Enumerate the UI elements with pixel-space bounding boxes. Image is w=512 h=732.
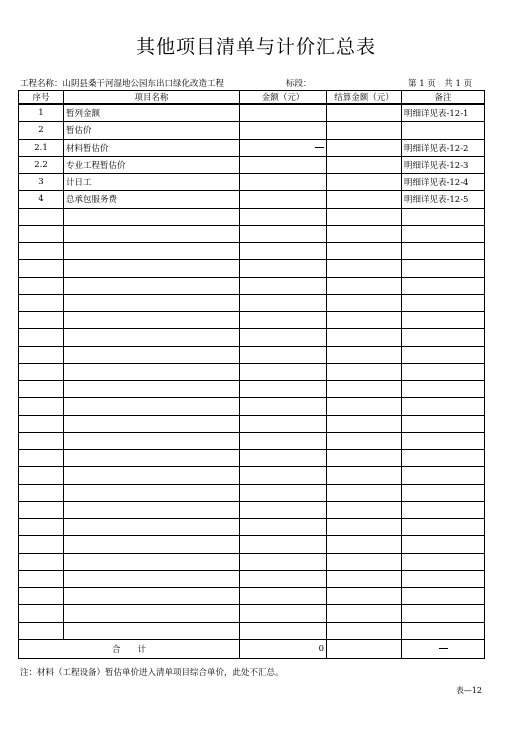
empty-cell: [19, 381, 64, 398]
empty-row: [19, 536, 485, 553]
empty-cell: [64, 243, 240, 260]
total-note: [402, 640, 485, 659]
cell-note: 明细详见表-12-5: [402, 191, 485, 208]
empty-cell: [64, 208, 240, 225]
empty-row: [19, 519, 485, 536]
cell-name: 计日工: [64, 174, 240, 191]
empty-cell: [402, 398, 485, 415]
empty-cell: [64, 467, 240, 484]
empty-cell: [240, 467, 327, 484]
empty-cell: [240, 294, 327, 311]
empty-cell: [327, 398, 402, 415]
cell-amount: [240, 139, 327, 156]
cell-amount: [240, 104, 327, 122]
empty-row: [19, 260, 485, 277]
empty-cell: [327, 519, 402, 536]
empty-row: [19, 570, 485, 587]
empty-cell: [240, 622, 327, 639]
empty-cell: [327, 225, 402, 242]
empty-cell: [64, 450, 240, 467]
empty-cell: [402, 208, 485, 225]
empty-cell: [19, 536, 64, 553]
empty-cell: [19, 329, 64, 346]
empty-cell: [327, 501, 402, 518]
empty-cell: [64, 346, 240, 363]
project-label: 工程名称：: [20, 79, 63, 89]
total-row: [19, 640, 485, 659]
table-row: [19, 174, 485, 191]
empty-cell: [64, 363, 240, 380]
cell-settle: [327, 139, 402, 156]
empty-cell: [64, 398, 240, 415]
cell-name: 材料暂估价: [64, 139, 240, 156]
empty-cell: [402, 450, 485, 467]
empty-cell: [327, 570, 402, 587]
table-row: [19, 122, 485, 139]
empty-cell: [402, 553, 485, 570]
empty-row: [19, 381, 485, 398]
empty-cell: [240, 570, 327, 587]
table-row: [19, 156, 485, 173]
cell-note: 明细详见表-12-2: [402, 139, 485, 156]
footnote: 注：材料（工程设备）暂估单价进入清单项目综合单价，此处不汇总。: [20, 668, 284, 678]
cell-amount: [240, 122, 327, 139]
cell-seq: 2: [19, 122, 64, 139]
cell-settle: [327, 156, 402, 173]
empty-cell: [327, 605, 402, 622]
empty-cell: [19, 243, 64, 260]
empty-row: [19, 553, 485, 570]
empty-cell: [402, 536, 485, 553]
empty-cell: [402, 243, 485, 260]
summary-table: [18, 90, 485, 659]
total-note-dash: [439, 648, 448, 649]
empty-row: [19, 588, 485, 605]
empty-cell: [19, 622, 64, 639]
empty-cell: [327, 243, 402, 260]
empty-cell: [64, 588, 240, 605]
cell-note: 明细详见表-12-3: [402, 156, 485, 173]
empty-cell: [19, 277, 64, 294]
empty-cell: [19, 570, 64, 587]
empty-cell: [240, 329, 327, 346]
project-info: [20, 77, 224, 89]
empty-cell: [402, 484, 485, 501]
table-body: [19, 104, 485, 640]
cell-amount: [240, 156, 327, 173]
empty-cell: [327, 277, 402, 294]
empty-cell: [19, 519, 64, 536]
empty-cell: [64, 501, 240, 518]
empty-cell: [240, 588, 327, 605]
empty-row: [19, 277, 485, 294]
empty-cell: [327, 208, 402, 225]
empty-cell: [240, 225, 327, 242]
empty-cell: [64, 260, 240, 277]
empty-row: [19, 398, 485, 415]
empty-cell: [19, 398, 64, 415]
empty-cell: [327, 467, 402, 484]
empty-row: [19, 329, 485, 346]
empty-row: [19, 294, 485, 311]
empty-row: [19, 243, 485, 260]
empty-cell: [240, 312, 327, 329]
empty-cell: [327, 415, 402, 432]
empty-cell: [64, 484, 240, 501]
empty-cell: [19, 484, 64, 501]
empty-cell: [402, 294, 485, 311]
empty-cell: [402, 329, 485, 346]
empty-cell: [64, 294, 240, 311]
empty-cell: [64, 312, 240, 329]
empty-cell: [327, 381, 402, 398]
empty-cell: [19, 294, 64, 311]
empty-cell: [64, 553, 240, 570]
empty-cell: [240, 450, 327, 467]
empty-cell: [19, 450, 64, 467]
table-row: [19, 104, 485, 122]
column-header-name: 项目名称: [64, 91, 240, 105]
project-name: 山阴县桑干河湿地公园东出口绿化改造工程: [62, 79, 225, 89]
empty-cell: [64, 605, 240, 622]
empty-cell: [327, 312, 402, 329]
empty-cell: [327, 294, 402, 311]
empty-cell: [19, 225, 64, 242]
empty-cell: [19, 346, 64, 363]
empty-row: [19, 622, 485, 639]
empty-cell: [240, 605, 327, 622]
empty-cell: [240, 346, 327, 363]
cell-amount: [240, 174, 327, 191]
empty-cell: [402, 467, 485, 484]
empty-cell: [402, 277, 485, 294]
empty-cell: [402, 622, 485, 639]
empty-row: [19, 467, 485, 484]
empty-cell: [64, 277, 240, 294]
cell-name: 专业工程暂估价: [64, 156, 240, 173]
empty-cell: [64, 329, 240, 346]
empty-cell: [402, 432, 485, 449]
empty-cell: [402, 225, 485, 242]
column-header-note: 备注: [402, 91, 485, 105]
empty-cell: [240, 501, 327, 518]
table-header-row: [19, 91, 485, 105]
empty-row: [19, 312, 485, 329]
column-header-seq: 序号: [19, 91, 64, 105]
page-info: 第 1 页 共 1 页: [408, 79, 473, 89]
cell-seq: 2.1: [19, 139, 64, 156]
empty-cell: [402, 605, 485, 622]
empty-cell: [64, 225, 240, 242]
empty-row: [19, 501, 485, 518]
empty-cell: [240, 208, 327, 225]
empty-cell: [64, 519, 240, 536]
empty-cell: [327, 450, 402, 467]
empty-cell: [240, 363, 327, 380]
empty-cell: [402, 519, 485, 536]
empty-cell: [19, 312, 64, 329]
empty-cell: [19, 260, 64, 277]
empty-cell: [327, 260, 402, 277]
page-title: 其他项目清单与计价汇总表: [135, 36, 376, 58]
empty-cell: [327, 622, 402, 639]
empty-cell: [240, 432, 327, 449]
empty-cell: [19, 432, 64, 449]
cell-name: 暂估价: [64, 122, 240, 139]
cell-note: 明细详见表-12-1: [402, 104, 485, 122]
cell-amount: [240, 191, 327, 208]
empty-cell: [64, 432, 240, 449]
empty-cell: [402, 346, 485, 363]
empty-cell: [402, 363, 485, 380]
empty-row: [19, 450, 485, 467]
empty-cell: [327, 484, 402, 501]
empty-cell: [327, 329, 402, 346]
empty-cell: [240, 484, 327, 501]
empty-cell: [240, 243, 327, 260]
empty-cell: [64, 536, 240, 553]
empty-cell: [240, 277, 327, 294]
empty-cell: [19, 467, 64, 484]
total-label: 合 计: [19, 640, 240, 659]
cell-name: 暂列金额: [64, 104, 240, 122]
section-label: 标段：: [286, 79, 312, 89]
empty-cell: [240, 519, 327, 536]
column-header-amount: 金额（元）: [240, 91, 327, 105]
column-header-settlement: 结算金额（元）: [327, 91, 402, 105]
cell-settle: [327, 122, 402, 139]
cell-seq: 1: [19, 104, 64, 122]
table-row: [19, 191, 485, 208]
table-number: 表—12: [455, 686, 482, 695]
empty-row: [19, 415, 485, 432]
empty-cell: [402, 501, 485, 518]
cell-seq: 3: [19, 174, 64, 191]
empty-cell: [19, 415, 64, 432]
empty-cell: [327, 553, 402, 570]
empty-cell: [240, 536, 327, 553]
empty-cell: [19, 501, 64, 518]
empty-row: [19, 225, 485, 242]
empty-row: [19, 208, 485, 225]
cell-settle: [327, 191, 402, 208]
empty-cell: [64, 570, 240, 587]
empty-cell: [64, 622, 240, 639]
cell-seq: 2.2: [19, 156, 64, 173]
empty-cell: [19, 605, 64, 622]
empty-cell: [327, 588, 402, 605]
cell-settle: [327, 104, 402, 122]
cell-note: 明细详见表-12-4: [402, 174, 485, 191]
empty-cell: [327, 346, 402, 363]
empty-row: [19, 484, 485, 501]
empty-row: [19, 432, 485, 449]
total-amount: 0: [240, 640, 327, 659]
table-row: [19, 139, 485, 156]
empty-cell: [240, 415, 327, 432]
empty-cell: [240, 260, 327, 277]
empty-cell: [327, 432, 402, 449]
total-settlement: [327, 640, 402, 659]
empty-cell: [402, 312, 485, 329]
empty-cell: [327, 363, 402, 380]
empty-cell: [19, 363, 64, 380]
empty-cell: [240, 381, 327, 398]
empty-cell: [402, 570, 485, 587]
cell-note: [402, 122, 485, 139]
empty-cell: [19, 553, 64, 570]
empty-cell: [402, 381, 485, 398]
empty-row: [19, 605, 485, 622]
empty-row: [19, 346, 485, 363]
empty-cell: [64, 415, 240, 432]
cell-name: 总承包服务费: [64, 191, 240, 208]
empty-cell: [240, 553, 327, 570]
empty-cell: [19, 208, 64, 225]
dash-mark: [315, 147, 324, 148]
empty-cell: [240, 398, 327, 415]
empty-cell: [402, 415, 485, 432]
cell-settle: [327, 174, 402, 191]
empty-cell: [327, 536, 402, 553]
empty-cell: [64, 381, 240, 398]
empty-cell: [402, 260, 485, 277]
empty-cell: [402, 588, 485, 605]
cell-seq: 4: [19, 191, 64, 208]
empty-row: [19, 363, 485, 380]
empty-cell: [19, 588, 64, 605]
